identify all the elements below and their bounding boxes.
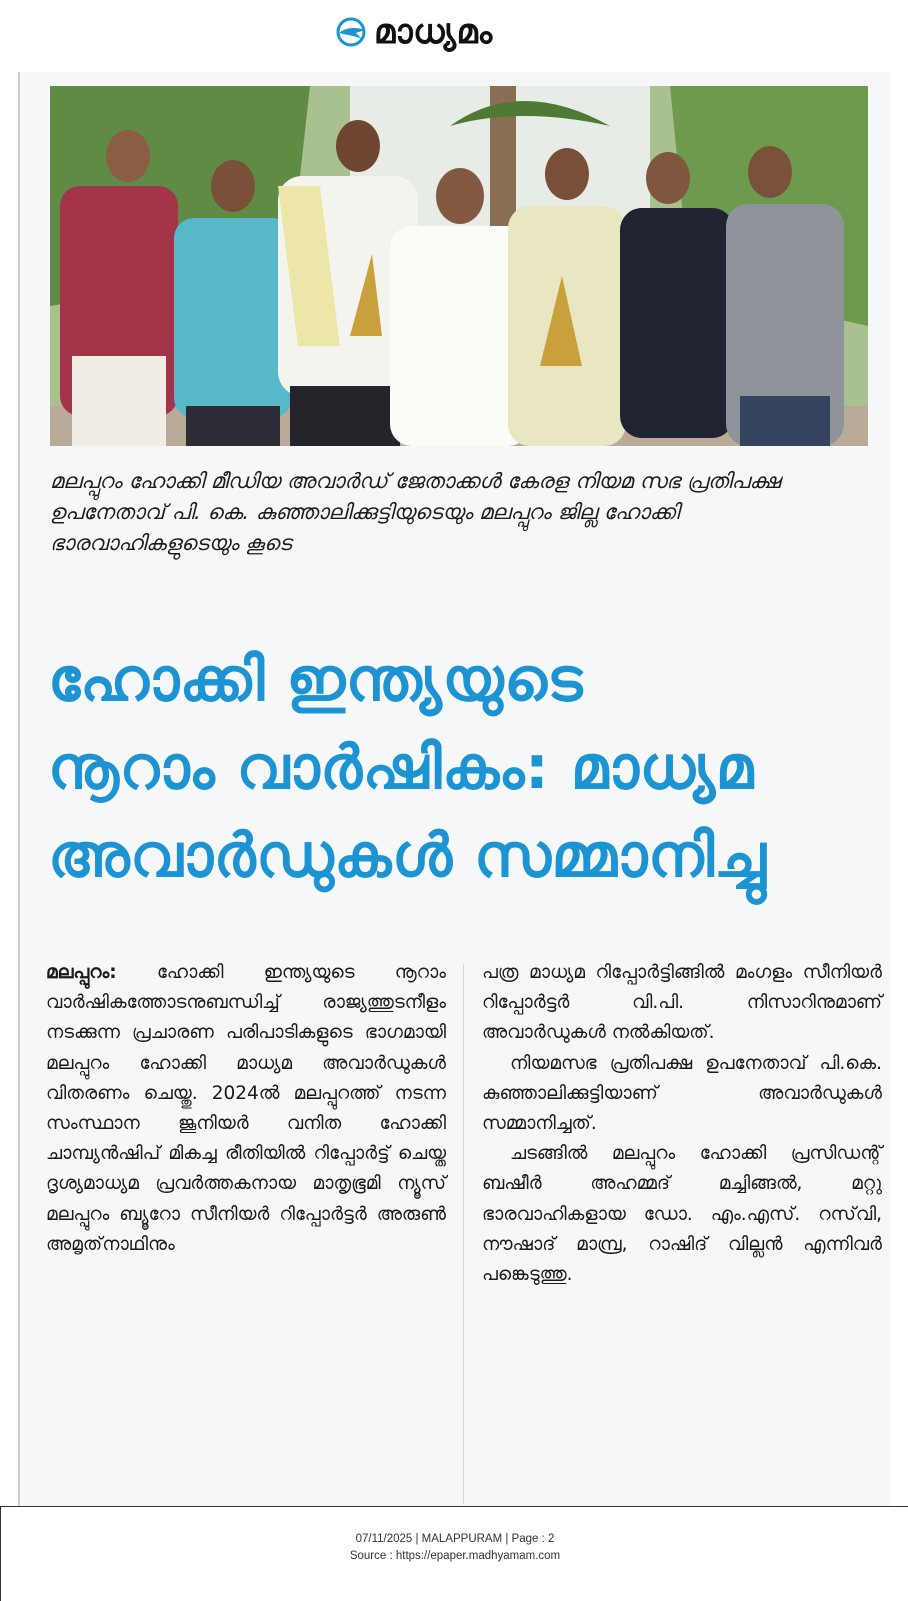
article-text-left: ഹോക്കി ഇന്ത്യയുടെ നൂറാം വാർഷികത്തോടനുബന്ധിച്ച് രാജ്യത്തുടനീളം നടക്കുന്ന പ്രചാരണ പരിപാടികളുടെ ഭാഗമായി മലപ്പുറം ഹോക്കി മാധ്യമ അവാർഡുകൾ വിതരണം ചെയ്തു. 2024ൽ മലപ്പുറത്ത് നടന്ന സംസ്ഥാന ജൂനിയർ വനിത ഹോക്കി ചാമ്പ്യൻഷിപ് മികച്ച രീതിയിൽ റിപ്പോർട്ട് ചെയ്ത ദൃശ്യമാധ്യമ പ്രവർത്തകനായ മാതൃഭൂമി ന്യൂസ് മലപ്പുറം ബ്യൂറോ സീനിയർ റിപ്പോർട്ടർ അരുൺ അമൃത്‌നാഥിനും <box>46 962 447 1255</box>
photo-illustration <box>50 86 868 446</box>
dateline: മലപ്പുറം: <box>46 962 117 983</box>
headline-line-3: അവാർഡുകൾ സമ്മാനിച്ചു <box>48 821 767 891</box>
masthead <box>0 0 908 64</box>
article-paragraph: ചടങ്ങിൽ മലപ്പുറം ഹോക്കി പ്രസിഡന്റ് ബഷീർ അഹമ്മദ് മച്ചിങ്ങൽ, മറ്റു ഭാരവാഹികളായ ഡോ. എം.എസ്. റസ്‌വി, നൗഷാദ് മാമ്പ്ര, റാഷിദ് വില്ലൻ എന്നിവർ പങ്കെടുത്തു. <box>482 1143 882 1286</box>
footer-source-link[interactable]: Source : https://epaper.madhyamam.com <box>349 1550 561 1562</box>
headline-line-1: ഹോക്കി ഇന്ത്യയുടെ <box>48 645 583 715</box>
footer <box>0 1506 908 1601</box>
column-divider <box>463 964 464 1504</box>
logo[interactable] <box>334 10 493 54</box>
article-column-right <box>482 958 882 1290</box>
swoosh-logo-icon <box>334 17 368 47</box>
headline <box>48 636 878 900</box>
news-photo <box>50 86 868 446</box>
masthead-title: മാധ്യമം <box>374 12 493 52</box>
article-paragraph: പത്ര മാധ്യമ റിപ്പോർട്ടിങ്ങിൽ മംഗളം സീനിയർ റിപ്പോർട്ടർ വി.പി. നിസാറിനുമാണ് അവാർഡുകൾ നൽകിയത്. <box>482 962 882 1044</box>
article-paragraph <box>46 958 446 1260</box>
headline-line-2: നൂറാം വാർഷികം: മാധ്യമ <box>48 733 754 803</box>
photo-caption: മലപ്പുറം ഹോക്കി മീഡിയ അവാർഡ് ജേതാക്കൾ കേരള നിയമ സഭ പ്രതിപക്ഷ ഉപനേതാവ് പി. കെ. കുഞ്ഞാലിക്കുട്ടിയുടെയും മലപ്പുറം ജില്ല ഹോക്കി ഭാരവാഹികളുടെയും കൂടെ <box>50 469 781 555</box>
article-column-left <box>46 958 446 1260</box>
article-paragraph: നിയമസഭ പ്രതിപക്ഷ ഉപനേതാവ് പി.കെ. കുഞ്ഞാലിക്കുട്ടിയാണ് അവാർഡുകൾ സമ്മാനിച്ചത്. <box>482 1052 882 1135</box>
footer-edition-info: 07/11/2025 | MALAPPURAM | Page : 2 <box>355 1533 555 1545</box>
